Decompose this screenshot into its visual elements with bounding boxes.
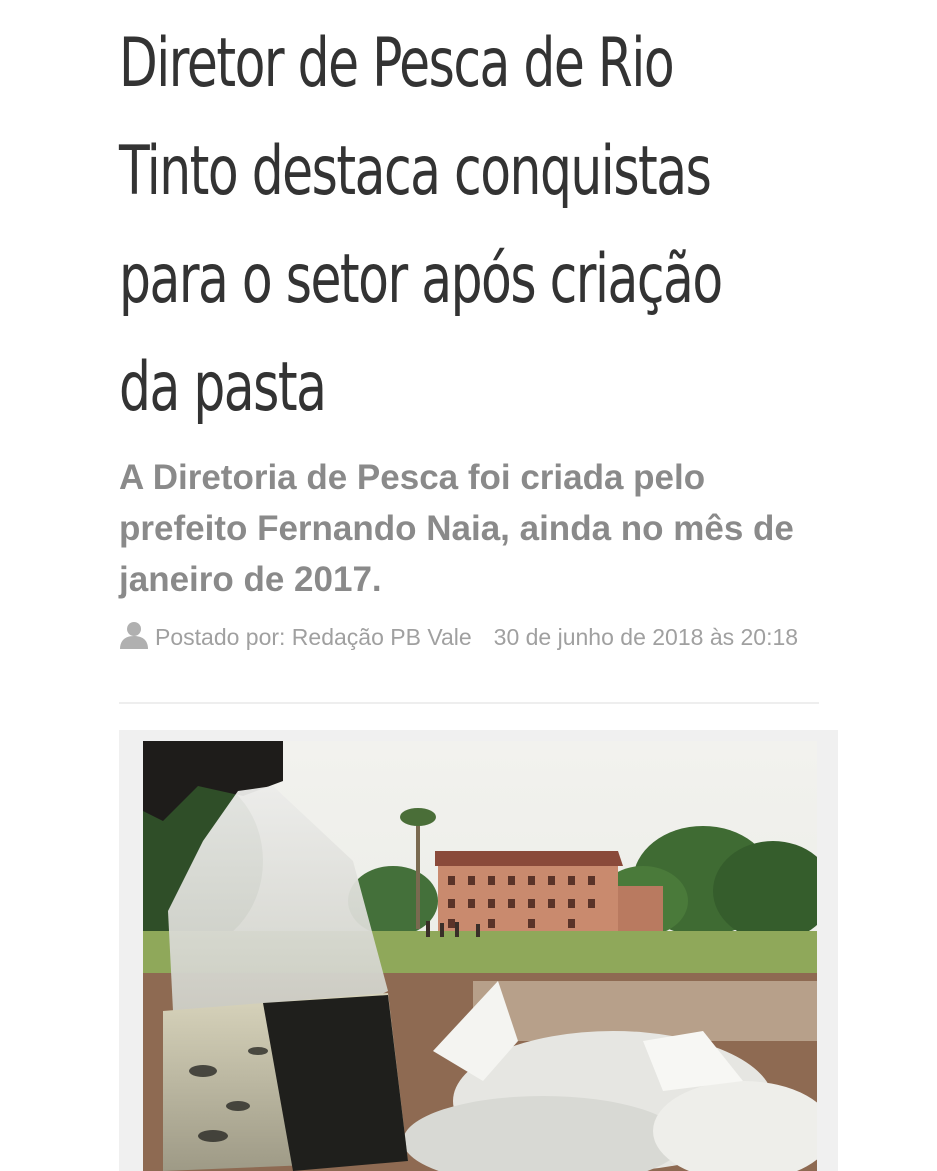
headline-line: Diretor de Pesca de Rio bbox=[119, 24, 674, 103]
user-icon bbox=[119, 621, 149, 649]
photo-frame bbox=[119, 730, 838, 1171]
headline-line: Tinto destaca conquistas bbox=[119, 132, 711, 211]
headline-line: para o setor após criação bbox=[119, 240, 722, 319]
subtitle: A Diretoria de Pesca foi criada pelo prefeito Fernando Naia, ainda no mês de janeiro de 2017. bbox=[119, 458, 794, 599]
post-meta bbox=[119, 620, 819, 654]
post-date: 30 de junho de 2018 às 20:18 bbox=[493, 624, 799, 650]
article-photo[interactable] bbox=[143, 741, 817, 1171]
headline-line: da pasta bbox=[119, 348, 326, 427]
divider bbox=[119, 702, 819, 704]
headline bbox=[119, 10, 722, 442]
author-label: Postado por: Redação PB Vale bbox=[155, 624, 472, 650]
